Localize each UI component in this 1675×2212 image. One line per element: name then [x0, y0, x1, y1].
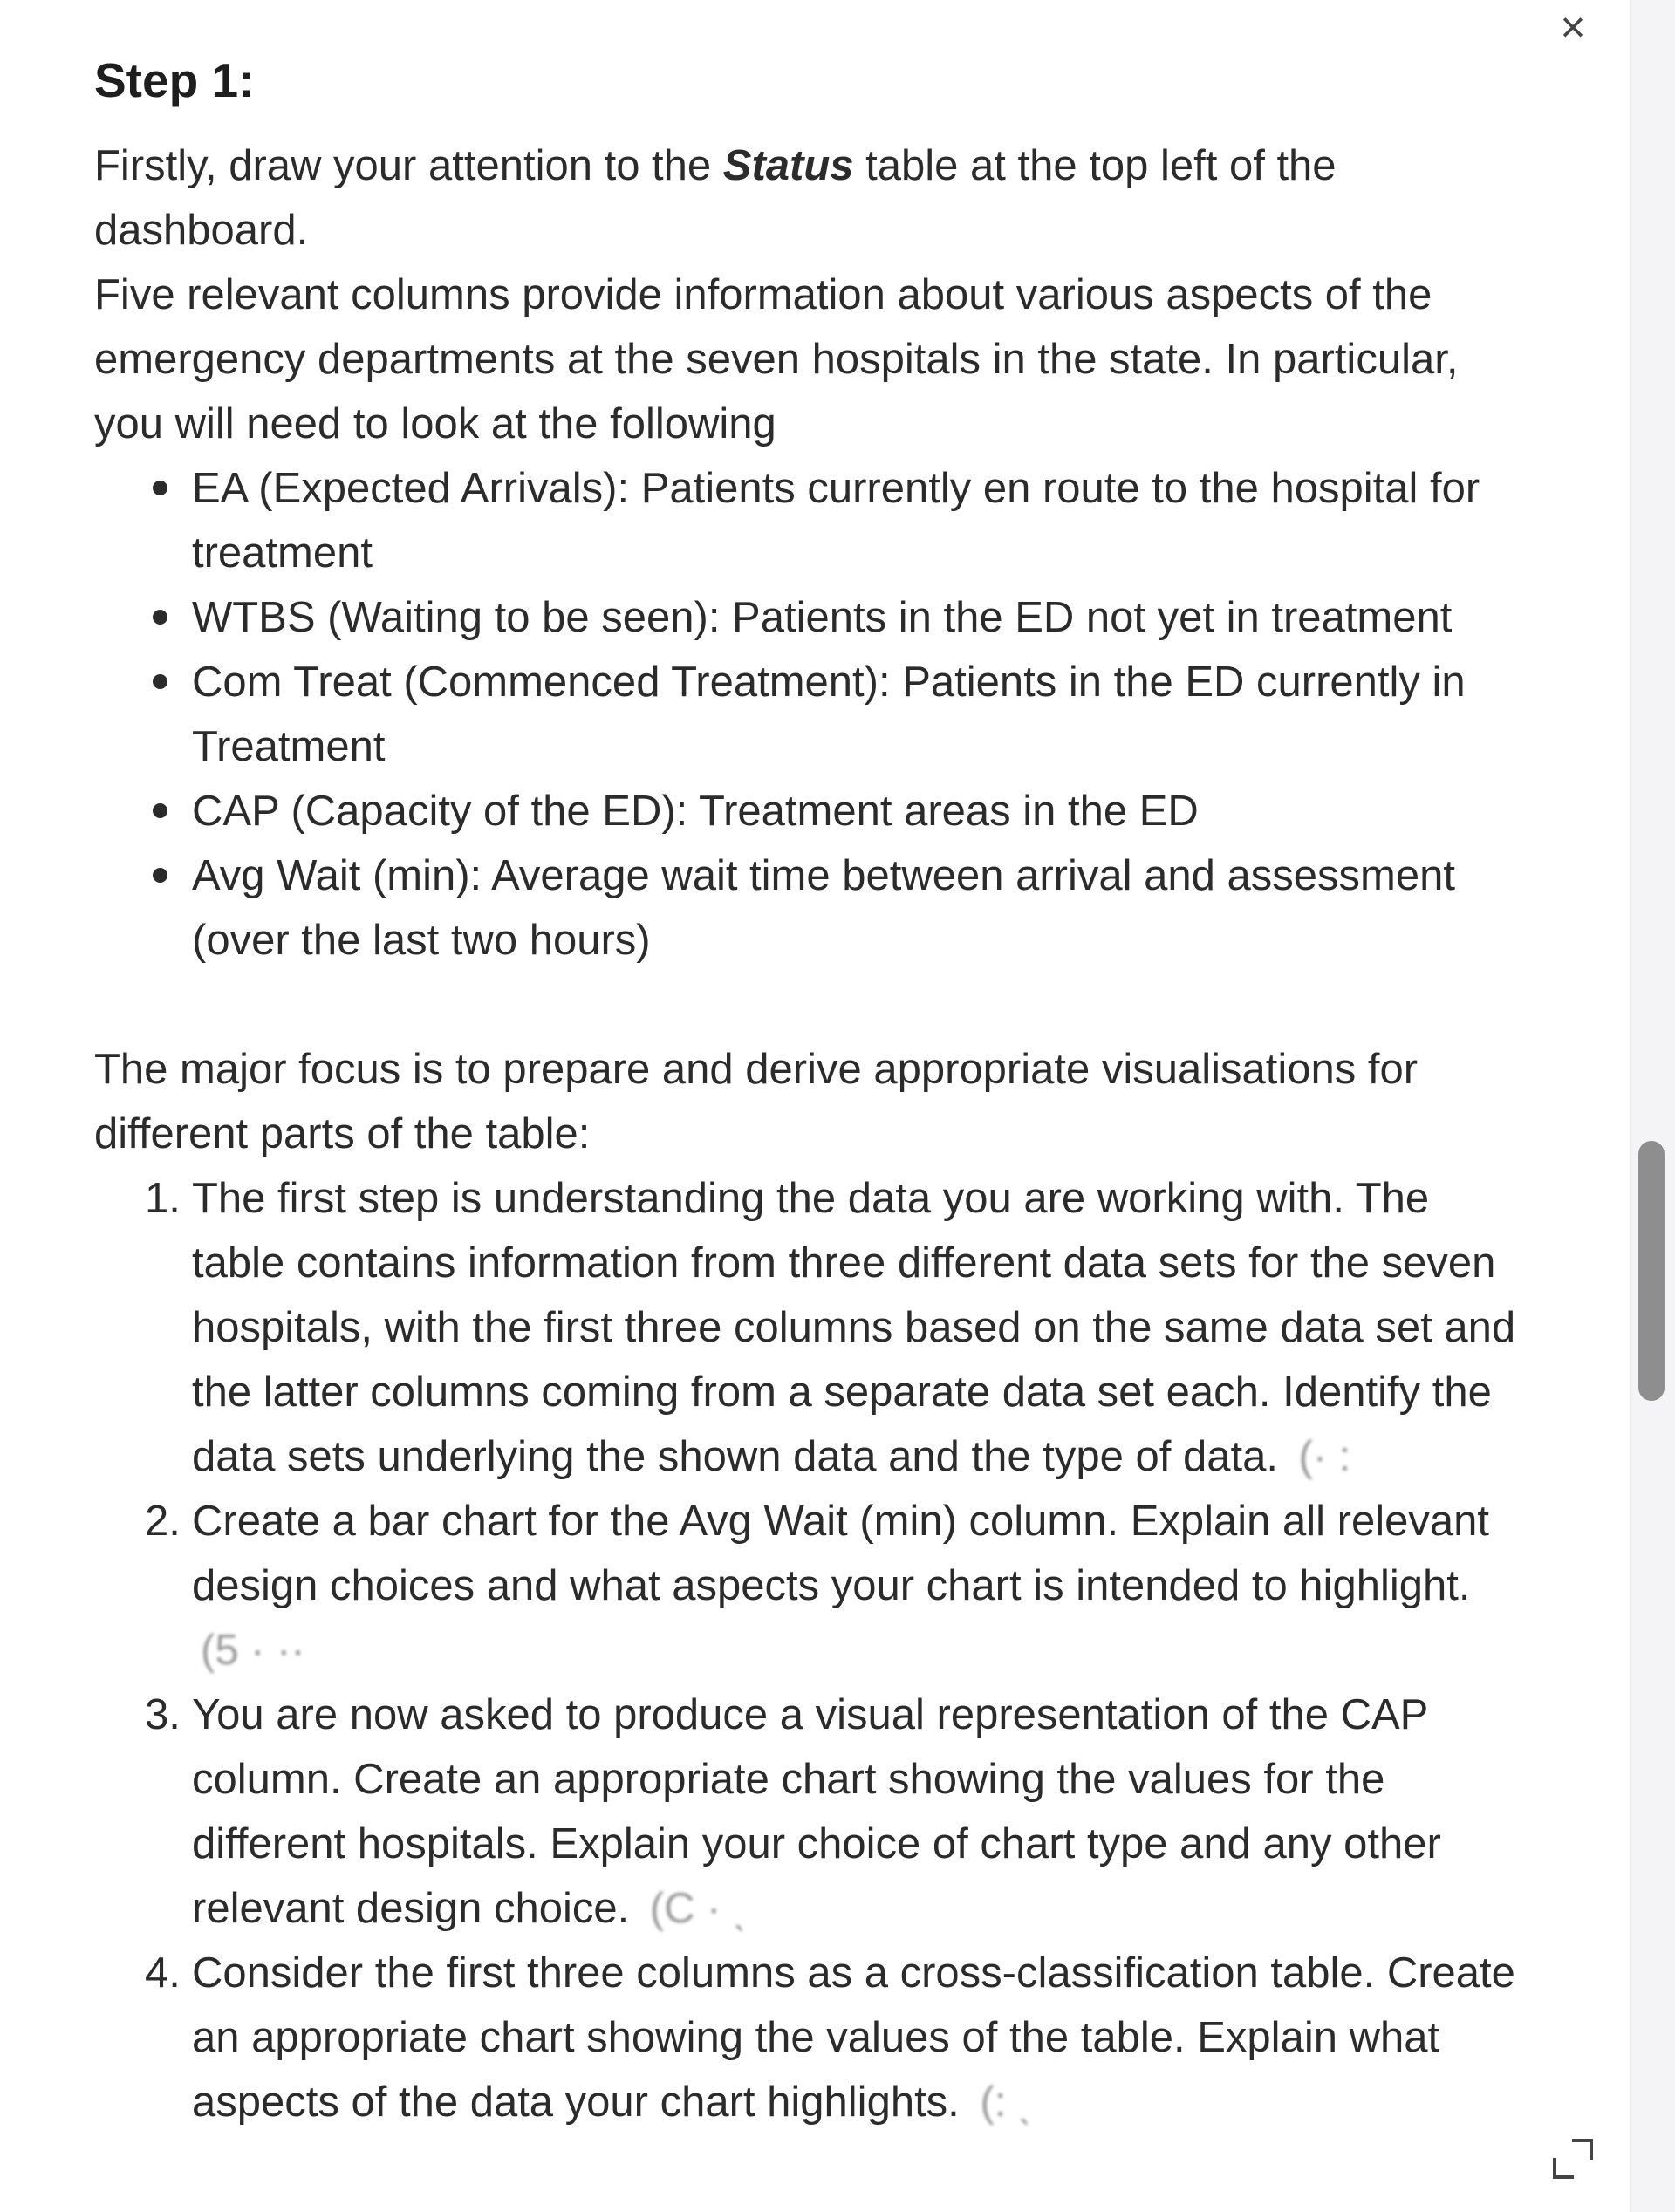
- task-marks: (: ˎ: [980, 2078, 1033, 2126]
- task-number: 1.: [145, 1174, 181, 1222]
- task-text: Create a bar chart for the Avg Wait (min) column. Explain all relevant design choices and what aspects your chart is intended to highlight.: [192, 1497, 1489, 1609]
- task-text: Consider the first three columns as a cross-classification table. Create an appropriate chart showing the values of the table. Explain what aspects of the data your chart highlights.: [192, 1949, 1515, 2126]
- focus-paragraph: The major focus is to prepare and derive appropriate visualisations for different parts of the table:: [94, 1045, 1419, 1157]
- list-item-ea: EA (Expected Arrivals): Patients currently en route to the hospital for treatment: [192, 456, 1525, 585]
- scrollbar-track[interactable]: [1630, 0, 1675, 2212]
- task-item-3: [145, 1683, 1525, 1941]
- list-item-cap: CAP (Capacity of the ED): Treatment areas in the ED: [192, 779, 1525, 843]
- scrollbar-thumb[interactable]: [1638, 1141, 1665, 1401]
- intro-suffix: table at the top left of the dashboard.: [94, 141, 1337, 254]
- expand-icon[interactable]: [1549, 2135, 1596, 2182]
- column-list: [94, 456, 1525, 973]
- intro-prefix: Firstly, draw your attention to the: [94, 141, 723, 189]
- list-item-com-treat: Com Treat (Commenced Treatment): Patients in the ED currently in Treatment: [192, 650, 1525, 779]
- task-number: 4.: [145, 1949, 181, 1997]
- list-item-wtbs: WTBS (Waiting to be seen): Patients in the ED not yet in treatment: [192, 585, 1525, 650]
- task-item-4: [145, 1941, 1525, 2134]
- task-list: [94, 1166, 1525, 2134]
- task-text: You are now asked to produce a visual representation of the CAP column. Create an appropriate chart showing the values for the different hospitals. Explain your choice of chart type and any other relevant design choice.: [192, 1690, 1441, 1932]
- task-marks: (5 · ··: [201, 1626, 305, 1674]
- task-marks: (C · ˎ: [649, 1884, 748, 1932]
- status-emphasis: Status: [722, 141, 854, 189]
- task-number: 3.: [145, 1690, 181, 1738]
- task-item-2: [145, 1489, 1525, 1683]
- close-icon[interactable]: ×: [1560, 3, 1586, 51]
- instruction-content: [94, 54, 1525, 2134]
- columns-paragraph: Five relevant columns provide information about various aspects of the emergency departments at the seven hospitals in the state. In particular, you will need to look at the following: [94, 270, 1459, 447]
- intro-paragraph: [94, 133, 1525, 263]
- task-text: The first step is understanding the data you are working with. The table contains information from three different data sets for the seven hospitals, with the first three columns based on the same data set and the latter columns coming from a separate data set each. Identify the data sets underlying the shown data and the type of data.: [192, 1174, 1516, 1480]
- task-item-1: [145, 1166, 1525, 1489]
- step-title: Step 1:: [94, 53, 255, 107]
- task-number: 2.: [145, 1497, 181, 1545]
- list-item-avg-wait: Avg Wait (min): Average wait time between arrival and assessment (over the last two hours): [192, 843, 1525, 973]
- task-marks: (· :: [1298, 1432, 1351, 1480]
